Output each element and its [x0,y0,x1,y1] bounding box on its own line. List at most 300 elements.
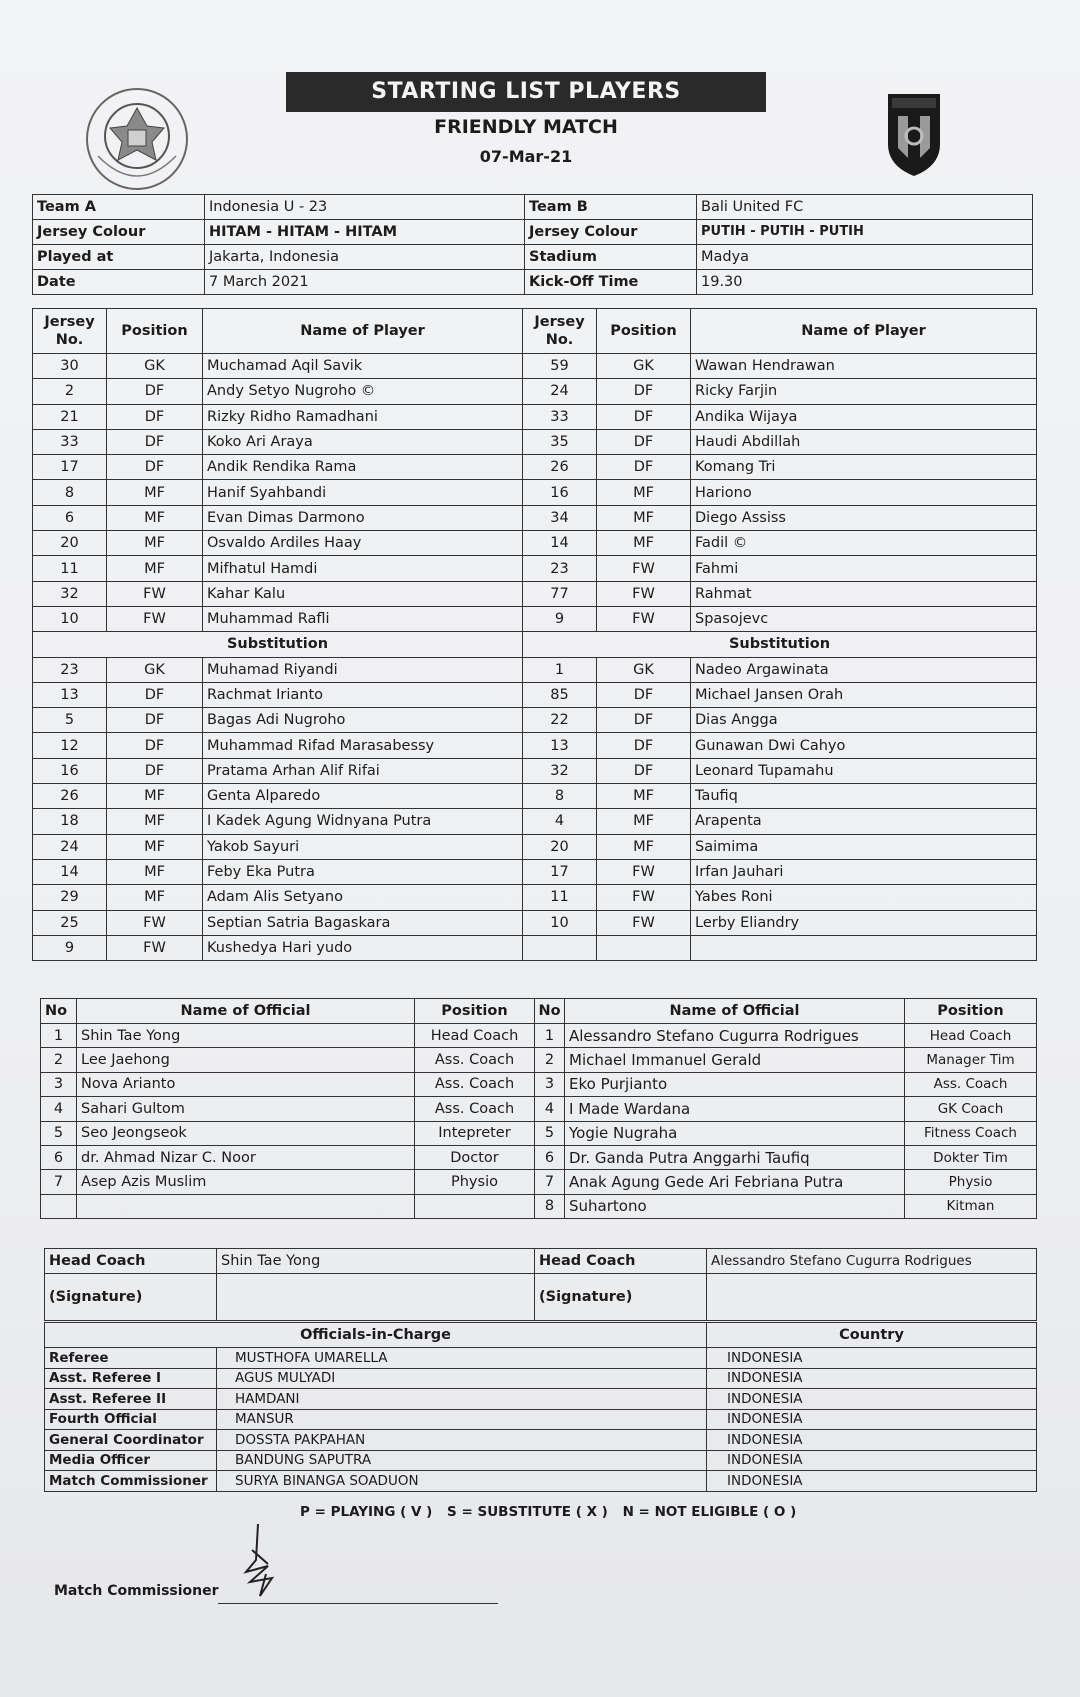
official-name-b: Yogie Nugraha [565,1121,905,1145]
jersey-number-a: 17 [33,455,107,480]
officials-in-charge-table [44,1322,1037,1492]
player-name-a: Rizky Ridho Ramadhani [203,404,523,429]
player-name-a: Evan Dimas Darmono [203,505,523,530]
played-at-value: Jakarta, Indonesia [205,245,525,270]
player-name-a: Kahar Kalu [203,581,523,606]
jersey-number-b: 13 [523,733,597,758]
official-position-a: Head Coach [415,1024,535,1048]
kickoff-value: 19.30 [697,270,1033,295]
position-b: FW [597,581,691,606]
starting-player-row [33,480,1037,505]
substitution-row [33,632,1037,657]
player-name-b: Ricky Farjin [691,379,1037,404]
jersey-number-a: 2 [33,379,107,404]
official-name-b: Anak Agung Gede Ari Febriana Putra [565,1170,905,1194]
substitute-player-row [33,809,1037,834]
player-name-b: Irfan Jauhari [691,859,1037,884]
pssi-emblem-icon [84,86,190,192]
position-a: MF [107,834,203,859]
official-in-charge-name: SURYA BINANGA SOADUON [217,1471,707,1492]
official-name-a: Seo Jeongseok [77,1121,415,1145]
in-charge-row [45,1450,1037,1471]
col-jersey-a: Jersey No. [33,309,107,354]
team-a-value: Indonesia U - 23 [205,195,525,220]
stadium-label: Stadium [525,245,697,270]
kickoff-label: Kick-Off Time [525,270,697,295]
col-no-b: No [535,999,565,1024]
jersey-number-a: 33 [33,429,107,454]
official-name-a [77,1194,415,1218]
official-row [41,1194,1037,1218]
position-a: MF [107,505,203,530]
team-a-label: Team A [33,195,205,220]
in-charge-row [45,1348,1037,1369]
position-a: DF [107,404,203,429]
official-country: INDONESIA [707,1389,1037,1410]
position-a: DF [107,429,203,454]
team-b-value: Bali United FC [697,195,1033,220]
position-a: MF [107,531,203,556]
position-a: DF [107,733,203,758]
jersey-number-a: 24 [33,834,107,859]
player-name-a: Septian Satria Bagaskara [203,910,523,935]
player-name-b: Andika Wijaya [691,404,1037,429]
player-name-b: Fahmi [691,556,1037,581]
date-value: 7 March 2021 [205,270,525,295]
position-b: GK [597,657,691,682]
col-position-b: Position [597,309,691,354]
players-header-row [33,309,1037,354]
official-role: Asst. Referee I [45,1368,217,1389]
jersey-number-b: 23 [523,556,597,581]
in-charge-row [45,1409,1037,1430]
jersey-number-b: 85 [523,682,597,707]
team-officials-table [40,998,1037,1219]
player-name-a: Kushedya Hari yudo [203,935,523,960]
official-in-charge-name: HAMDANI [217,1389,707,1410]
starting-player-row [33,556,1037,581]
player-name-a: Feby Eka Putra [203,859,523,884]
col-official-b: Name of Official [565,999,905,1024]
position-a: FW [107,606,203,631]
official-name-a: Lee Jaehong [77,1048,415,1072]
official-position-b: Manager Tim [905,1048,1037,1072]
jersey-number-a: 9 [33,935,107,960]
col-off-position-b: Position [905,999,1037,1024]
position-b: DF [597,404,691,429]
position-a: MF [107,784,203,809]
player-name-a: Muhammad Rafli [203,606,523,631]
player-name-b: Yabes Roni [691,885,1037,910]
jersey-number-b: 35 [523,429,597,454]
jersey-number-a: 11 [33,556,107,581]
document-title: STARTING LIST PLAYERS [286,72,766,112]
official-position-a: Ass. Coach [415,1072,535,1096]
position-a: DF [107,455,203,480]
player-name-b: Wawan Hendrawan [691,354,1037,379]
official-row [41,1145,1037,1169]
player-name-a: Hanif Syahbandi [203,480,523,505]
official-role: Media Officer [45,1450,217,1471]
position-b: FW [597,859,691,884]
jersey-number-b: 10 [523,910,597,935]
starting-player-row [33,455,1037,480]
jersey-number-a: 18 [33,809,107,834]
played-at-label: Played at [33,245,205,270]
match-date-header: 07-Mar-21 [479,147,573,166]
substitute-player-row [33,758,1037,783]
position-b: MF [597,809,691,834]
signature-label-b: (Signature) [535,1274,707,1321]
jersey-number-a: 32 [33,581,107,606]
jersey-number-b: 77 [523,581,597,606]
player-name-b: Haudi Abdillah [691,429,1037,454]
starting-player-row [33,505,1037,530]
official-number-a: 5 [41,1121,77,1145]
position-b: GK [597,354,691,379]
jersey-number-b: 24 [523,379,597,404]
official-number-a: 4 [41,1097,77,1121]
jersey-number-a: 16 [33,758,107,783]
player-name-a: Muchamad Aqil Savik [203,354,523,379]
position-a: GK [107,657,203,682]
official-country: INDONESIA [707,1471,1037,1492]
official-number-a: 1 [41,1024,77,1048]
official-position-b: Head Coach [905,1024,1037,1048]
official-in-charge-name: MANSUR [217,1409,707,1430]
official-country: INDONESIA [707,1450,1037,1471]
col-off-position-a: Position [415,999,535,1024]
official-row [41,1170,1037,1194]
country-header: Country [707,1323,1037,1348]
position-b: DF [597,379,691,404]
player-name-a: Mifhatul Hamdi [203,556,523,581]
in-charge-row [45,1471,1037,1492]
official-role: Fourth Official [45,1409,217,1430]
position-b: DF [597,455,691,480]
substitution-header [33,632,1037,657]
official-row [41,1072,1037,1096]
official-position-a: Ass. Coach [415,1048,535,1072]
jersey-number-b [523,935,597,960]
position-a: MF [107,885,203,910]
starting-player-row [33,606,1037,631]
jersey-number-a: 12 [33,733,107,758]
info-row [33,220,1033,245]
official-name-b: Suhartono [565,1194,905,1218]
player-name-b: Michael Jansen Orah [691,682,1037,707]
player-name-a: Andik Rendika Rama [203,455,523,480]
match-commissioner-label: Match Commissioner [54,1583,219,1599]
player-name-b: Komang Tri [691,455,1037,480]
official-name-a: Sahari Gultom [77,1097,415,1121]
position-b: MF [597,834,691,859]
player-name-a: Muhammad Rifad Marasabessy [203,733,523,758]
player-name-a: Rachmat Irianto [203,682,523,707]
position-b [597,935,691,960]
match-info-table [32,194,1033,295]
officials-in-charge-title: Officials-in-Charge [45,1323,707,1348]
starting-players [33,354,1037,632]
official-position-b: Fitness Coach [905,1121,1037,1145]
player-name-a: Genta Alparedo [203,784,523,809]
jersey-number-a: 13 [33,682,107,707]
jersey-number-a: 14 [33,859,107,884]
official-role: Asst. Referee II [45,1389,217,1410]
col-name-a: Name of Player [203,309,523,354]
official-name-b: Michael Immanuel Gerald [565,1048,905,1072]
player-name-b: Lerby Eliandry [691,910,1037,935]
official-row [41,1024,1037,1048]
jersey-number-a: 26 [33,784,107,809]
coach-row [45,1249,1037,1274]
in-charge-rows [45,1348,1037,1492]
position-a: DF [107,682,203,707]
jersey-number-b: 33 [523,404,597,429]
info-row [33,195,1033,220]
official-position-b: Dokter Tim [905,1145,1037,1169]
position-b: DF [597,682,691,707]
head-coach-a: Shin Tae Yong [217,1249,535,1274]
official-number-b: 7 [535,1170,565,1194]
official-number-b: 5 [535,1121,565,1145]
player-name-b: Leonard Tupamahu [691,758,1037,783]
player-name-b [691,935,1037,960]
signature-line [218,1603,498,1604]
position-a: MF [107,809,203,834]
official-position-b: Physio [905,1170,1037,1194]
jersey-b-label: Jersey Colour [525,220,697,245]
official-country: INDONESIA [707,1430,1037,1451]
jersey-number-a: 8 [33,480,107,505]
position-b: DF [597,733,691,758]
official-position-a: Intepreter [415,1121,535,1145]
substitute-player-row [33,657,1037,682]
jersey-number-a: 20 [33,531,107,556]
substitution-label-a: Substitution [33,632,523,657]
official-role: Referee [45,1348,217,1369]
official-in-charge-name: MUSTHOFA UMARELLA [217,1348,707,1369]
official-in-charge-name: BANDUNG SAPUTRA [217,1450,707,1471]
substitute-player-row [33,784,1037,809]
legend-playing: P = PLAYING ( V ) [300,1504,433,1520]
position-a: GK [107,354,203,379]
officials-header-row [41,999,1037,1024]
official-number-a: 2 [41,1048,77,1072]
info-row [33,270,1033,295]
jersey-number-b: 59 [523,354,597,379]
in-charge-row [45,1389,1037,1410]
match-type: FRIENDLY MATCH [434,116,618,138]
jersey-number-b: 20 [523,834,597,859]
official-position-a: Ass. Coach [415,1097,535,1121]
signature-box-a [217,1274,535,1321]
officials-rows [41,1024,1037,1219]
legend-not-eligible: N = NOT ELIGIBLE ( O ) [622,1504,797,1520]
jersey-number-b: 9 [523,606,597,631]
signature-box-b [707,1274,1037,1321]
player-name-b: Nadeo Argawinata [691,657,1037,682]
official-number-a [41,1194,77,1218]
player-name-a: I Kadek Agung Widnyana Putra [203,809,523,834]
bali-united-crest-icon [884,88,944,178]
legend-substitute: S = SUBSTITUTE ( X ) [447,1504,608,1520]
official-number-a: 3 [41,1072,77,1096]
position-b: MF [597,480,691,505]
position-b: DF [597,429,691,454]
head-coach-label-a: Head Coach [45,1249,217,1274]
jersey-number-b: 34 [523,505,597,530]
position-a: FW [107,581,203,606]
coach-signature-table [44,1248,1037,1321]
stadium-value: Madya [697,245,1033,270]
official-role: Match Commissioner [45,1471,217,1492]
player-name-a: Muhamad Riyandi [203,657,523,682]
status-legend [300,1504,797,1520]
player-name-b: Arapenta [691,809,1037,834]
position-a: DF [107,379,203,404]
jersey-number-b: 26 [523,455,597,480]
starting-player-row [33,404,1037,429]
position-b: MF [597,505,691,530]
player-name-b: Taufiq [691,784,1037,809]
player-name-b: Fadil © [691,531,1037,556]
in-charge-row [45,1368,1037,1389]
signature-row [45,1274,1037,1321]
official-name-a: Nova Arianto [77,1072,415,1096]
official-number-a: 7 [41,1170,77,1194]
official-number-b: 8 [535,1194,565,1218]
official-name-a: dr. Ahmad Nizar C. Noor [77,1145,415,1169]
substitute-player-row [33,733,1037,758]
official-country: INDONESIA [707,1368,1037,1389]
substitute-players [33,657,1037,961]
jersey-number-b: 22 [523,708,597,733]
player-name-a: Bagas Adi Nugroho [203,708,523,733]
official-in-charge-name: DOSSTA PAKPAHAN [217,1430,707,1451]
col-name-b: Name of Player [691,309,1037,354]
official-position-a [415,1194,535,1218]
jersey-number-a: 6 [33,505,107,530]
official-number-b: 4 [535,1097,565,1121]
official-row [41,1097,1037,1121]
official-in-charge-name: AGUS MULYADI [217,1368,707,1389]
position-b: DF [597,758,691,783]
col-official-a: Name of Official [77,999,415,1024]
jersey-number-a: 23 [33,657,107,682]
position-a: FW [107,935,203,960]
head-coach-label-b: Head Coach [535,1249,707,1274]
official-number-b: 1 [535,1024,565,1048]
position-a: MF [107,556,203,581]
player-name-b: Spasojevc [691,606,1037,631]
player-name-b: Hariono [691,480,1037,505]
player-name-a: Pratama Arhan Alif Rifai [203,758,523,783]
official-name-b: Eko Purjianto [565,1072,905,1096]
official-name-b: I Made Wardana [565,1097,905,1121]
player-name-a: Yakob Sayuri [203,834,523,859]
official-country: INDONESIA [707,1409,1037,1430]
in-charge-row [45,1430,1037,1451]
starting-player-row [33,379,1037,404]
player-name-b: Rahmat [691,581,1037,606]
position-b: MF [597,784,691,809]
official-name-b: Dr. Ganda Putra Anggarhi Taufiq [565,1145,905,1169]
starting-player-row [33,429,1037,454]
jersey-number-b: 1 [523,657,597,682]
info-row [33,245,1033,270]
players-table [32,308,1037,961]
jersey-number-b: 14 [523,531,597,556]
in-charge-header [45,1323,1037,1348]
position-b: FW [597,910,691,935]
position-a: DF [107,758,203,783]
starting-player-row [33,531,1037,556]
substitute-player-row [33,935,1037,960]
official-name-a: Asep Azis Muslim [77,1170,415,1194]
jersey-number-a: 21 [33,404,107,429]
signature-label-a: (Signature) [45,1274,217,1321]
jersey-number-a: 10 [33,606,107,631]
team-b-label: Team B [525,195,697,220]
jersey-a-value: HITAM - HITAM - HITAM [205,220,525,245]
official-country: INDONESIA [707,1348,1037,1369]
official-name-b: Alessandro Stefano Cugurra Rodrigues [565,1024,905,1048]
substitute-player-row [33,859,1037,884]
position-b: MF [597,531,691,556]
substitute-player-row [33,834,1037,859]
substitute-player-row [33,708,1037,733]
jersey-number-b: 16 [523,480,597,505]
position-a: FW [107,910,203,935]
player-name-b: Dias Angga [691,708,1037,733]
official-number-b: 2 [535,1048,565,1072]
jersey-number-b: 32 [523,758,597,783]
head-coach-b: Alessandro Stefano Cugurra Rodrigues [707,1249,1037,1274]
official-position-b: Ass. Coach [905,1072,1037,1096]
player-name-b: Diego Assiss [691,505,1037,530]
starting-player-row [33,581,1037,606]
substitute-player-row [33,910,1037,935]
substitute-player-row [33,885,1037,910]
player-name-a: Koko Ari Araya [203,429,523,454]
official-position-a: Physio [415,1170,535,1194]
player-name-a: Andy Setyo Nugroho © [203,379,523,404]
jersey-number-a: 29 [33,885,107,910]
official-position-b: GK Coach [905,1097,1037,1121]
position-a: MF [107,859,203,884]
official-number-b: 3 [535,1072,565,1096]
position-b: FW [597,885,691,910]
jersey-number-b: 8 [523,784,597,809]
jersey-number-b: 11 [523,885,597,910]
date-label: Date [33,270,205,295]
jersey-number-b: 17 [523,859,597,884]
jersey-b-value: PUTIH - PUTIH - PUTIH [697,220,1033,245]
position-a: MF [107,480,203,505]
player-name-a: Osvaldo Ardiles Haay [203,531,523,556]
position-b: DF [597,708,691,733]
position-b: FW [597,606,691,631]
col-no-a: No [41,999,77,1024]
substitute-player-row [33,682,1037,707]
position-a: DF [107,708,203,733]
jersey-number-b: 4 [523,809,597,834]
official-row [41,1048,1037,1072]
player-name-a: Adam Alis Setyano [203,885,523,910]
col-position-a: Position [107,309,203,354]
handwritten-signature-icon [238,1520,278,1600]
